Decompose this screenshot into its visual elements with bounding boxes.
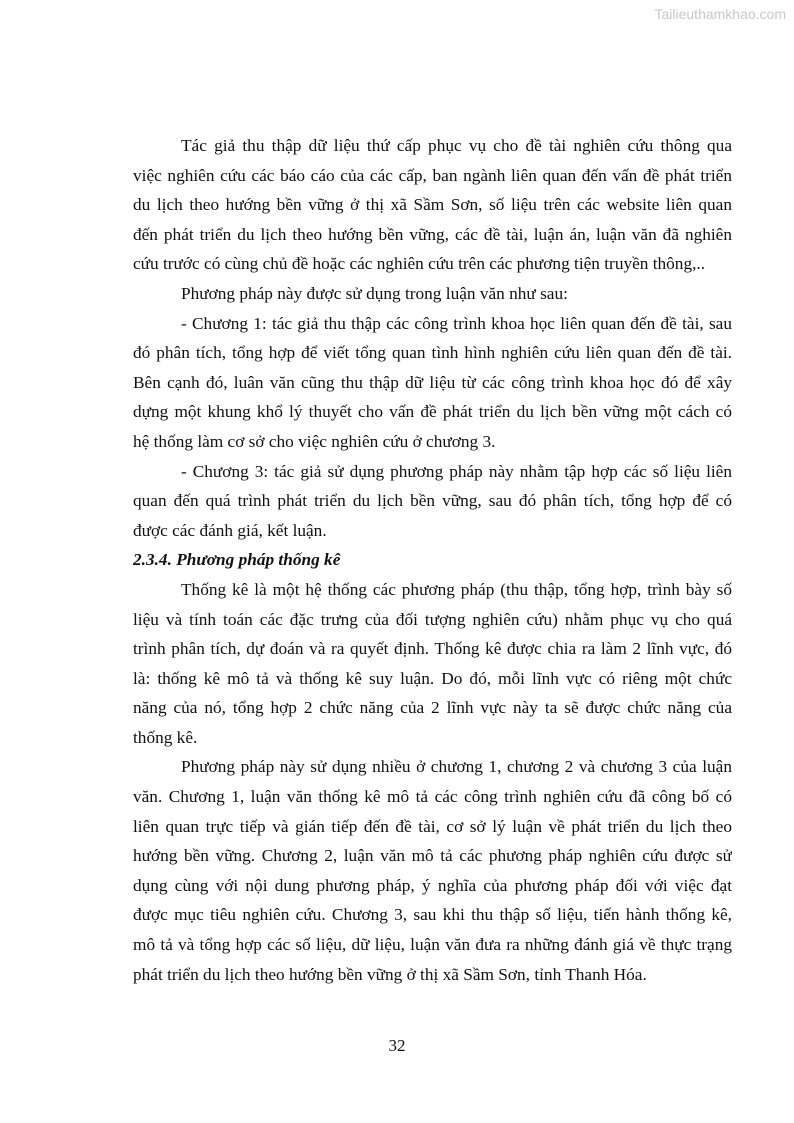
text-line: liệu và tính toán các đặc trưng của đối tượng nghiên cứu) nhằm phục vụ cho quá [133,609,732,629]
text-line: dụng cùng với nội dung phương pháp, ý nghĩa của phương pháp đối với việc đạt [133,875,732,895]
text-line: mô tả và tổng hợp các số liệu, dữ liệu, luận văn đưa ra những đánh giá về thực trạng [133,935,732,955]
paragraph [133,575,732,753]
text-line: hướng bền vững. Chương 2, luận văn mô tả các phương pháp nghiên cứu được sử [133,846,732,866]
text-line: là: thống kê mô tả và thống kê suy luận. Do đó, mỗi lĩnh vực có riêng một chức [133,668,732,688]
paragraph [133,131,732,279]
paragraph [133,752,732,989]
paragraph [133,457,732,546]
text-line: hệ thống làm cơ sở cho việc nghiên cứu ở chương 3. [133,431,496,451]
text-line: Thống kê là một hệ thống các phương pháp (thu thập, tổng hợp, trình bày số [181,579,732,599]
text-line: cứu trước có cùng chủ đề hoặc các nghiên cứu trên các phương tiện truyền thông,.. [133,254,706,274]
text-line: du lịch theo hướng bền vững ở thị xã Sầm Sơn, số liệu trên các website liên quan [133,195,732,215]
text-line: được mục tiêu nghiên cứu. Chương 3, sau khi thu thập số liệu, tiến hành thống kê, [133,905,732,925]
text-line: - Chương 3: tác giả sử dụng phương pháp này nhằm tập hợp các số liệu liên [181,461,732,481]
text-line: Tác giả thu thập dữ liệu thứ cấp phục vụ cho đề tài nghiên cứu thông qua [181,136,732,155]
text-line: liên quan trực tiếp và gián tiếp đến đề tài, cơ sở lý luận về phát triển du lịch theo [133,816,732,836]
text-line: Phương pháp này sử dụng nhiều ở chương 1, chương 2 và chương 3 của luận [181,757,732,777]
text-line: đó phân tích, tổng hợp để viết tổng quan tình hình nghiên cứu liên quan đến đề tài. [133,343,732,363]
text-line: được các đánh giá, kết luận. [133,520,327,540]
text-line: việc nghiên cứu các báo cáo của các cấp, ban ngành liên quan đến vấn đề phát triển [133,165,732,185]
page-number: 32 [388,1036,406,1055]
text-line: - Chương 1: tác giả thu thập các công trình khoa học liên quan đến đề tài, sau [181,313,732,333]
paragraph [133,309,732,457]
document-body [133,131,732,989]
heading-text: 2.3.4. Phương pháp thống kê [133,550,341,570]
watermark: Tailieuthamkhao.com [654,6,786,22]
text-line: đến phát triển du lịch theo hướng bền vững, các đề tài, luận án, luận văn đã nghiên [133,224,732,244]
text-line: thống kê. [133,727,198,747]
text-line: dựng một khung khổ lý thuyết cho vấn đề phát triển du lịch bền vững một cách có [133,402,732,422]
text-line: trình phân tích, dự đoán và ra quyết định. Thống kê được chia ra làm 2 lĩnh vực, đó [133,639,732,659]
text-line: Bên cạnh đó, luân văn cũng thu thập dữ liệu từ các công trình khoa học đó để xây [133,372,732,392]
section-heading [133,545,732,575]
text-line: văn. Chương 1, luận văn thống kê mô tả các công trình nghiên cứu đã công bố có [133,787,732,807]
text-line: quan đến quá trình phát triển du lịch bền vững, sau đó phân tích, tổng hợp để có [133,491,732,511]
paragraph [133,279,732,309]
text-line: phát triển du lịch theo hướng bền vững ở thị xã Sầm Sơn, tỉnh Thanh Hóa. [133,964,647,984]
text-line: Phương pháp này được sử dụng trong luận văn như sau: [181,283,568,303]
text-line: năng của nó, tổng hợp 2 chức năng của 2 lĩnh vực này ta sẽ được chức năng của [133,698,732,718]
